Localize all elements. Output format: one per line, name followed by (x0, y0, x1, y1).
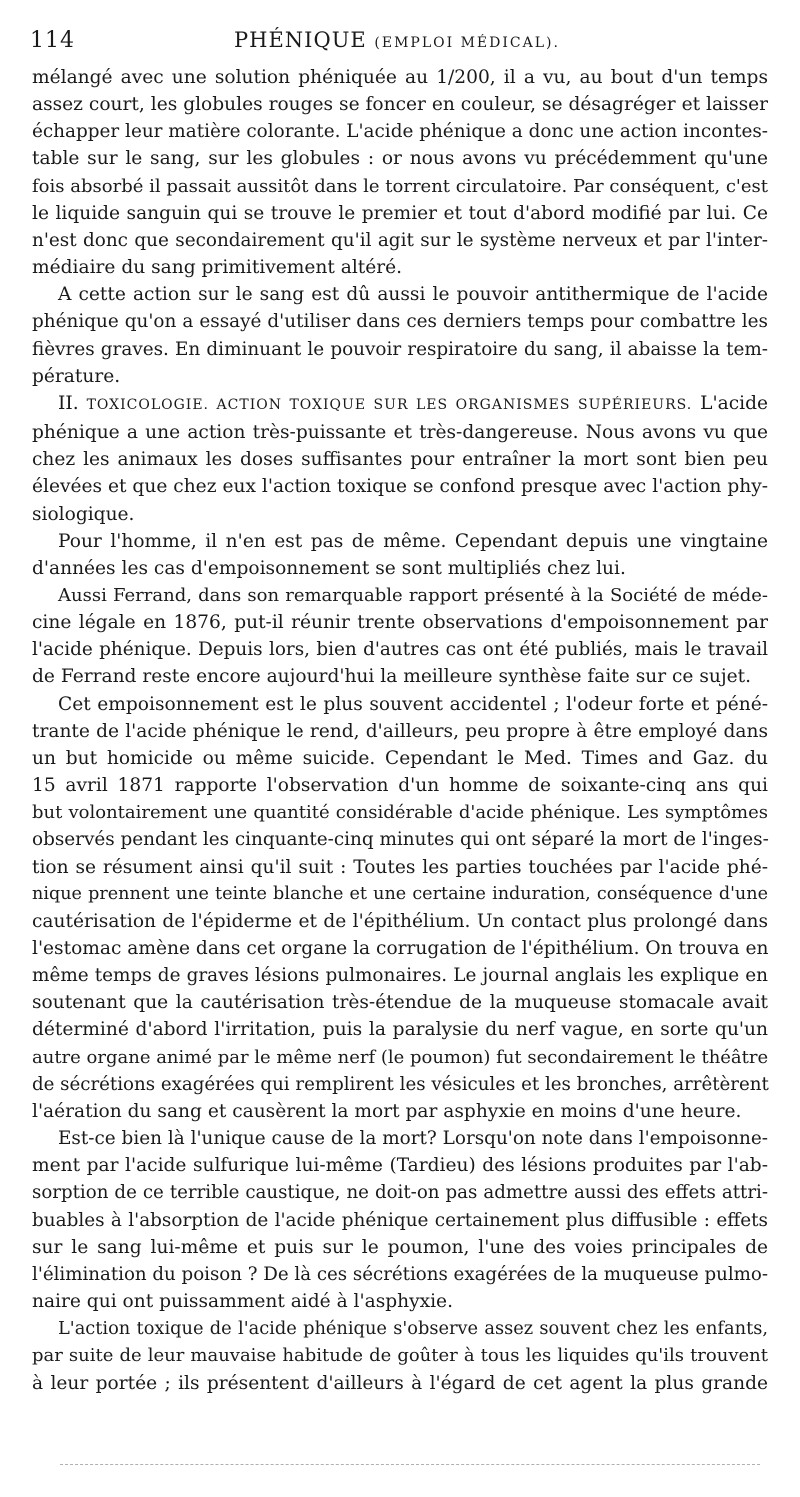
text-line: phénique qu'on a essayé d'utiliser dans ces derniers temps pour combattre les (32, 311, 768, 333)
paragraph-p6 (32, 691, 768, 1126)
text-line: autre organe animé par le même nerf (le poumon) fut secondairement le théâtre (32, 1046, 769, 1068)
text-fragment: L'acide (692, 392, 768, 414)
text-line: même temps de graves lésions pulmonaires. Le journal anglais les explique en (32, 965, 768, 987)
text-line: l'estomac amène dans cet organe la corrugation de l'épithélium. On trouva en (32, 938, 769, 959)
running-title-subtitle: (EMPLOI MÉDICAL). (374, 35, 560, 51)
text-line: élevées et que chez eux l'action toxique se confond presque avec l'action phy- (32, 476, 768, 498)
text-line: phénique a une action très-puissante et très-dangereuse. Nous avons vu que (32, 422, 768, 444)
running-title (30, 28, 764, 52)
text-line: l'élimination du poison ? De là ces sécrétions exagérées de la muqueuse pulmo- (32, 1263, 768, 1285)
text-line: nique prennent une teinte blanche et une certaine induration, conséquence d'une (32, 883, 768, 904)
text-line: cautérisation de l'épiderme et de l'épithélium. Un contact plus prolongé dans (32, 910, 768, 932)
text-line: 15 avril 1871 rapporte l'observation d'un homme de soixante-cinq ans qui (32, 775, 768, 797)
text-line: table sur le sang, sur les globules : or nous avons vu précédemment qu'une (32, 148, 768, 170)
text-line: sorption de ce terrible caustique, ne doit-on pas admettre aussi des effets attri- (32, 1182, 768, 1204)
text-line: Pour l'homme, il n'en est pas de même. Cependant depuis une vingtaine (58, 530, 768, 552)
running-title-main: PHÉNIQUE (234, 28, 367, 52)
text-line: l'aération du sang et causèrent la mort par asphyxie en moins d'une heure. (32, 1100, 742, 1122)
text-line: fois absorbé il passait aussitôt dans le torrent circulatoire. Par conséquent, c'est (32, 175, 768, 197)
text-line: observés pendant les cinquante-cinq minutes qui ont séparé la mort de l'inges- (32, 829, 769, 851)
text-line: cine légale en 1876, put-il réunir trente observations d'empoisonnement par (32, 612, 768, 634)
text-line: fièvres graves. En diminuant le pouvoir respiratoire du sang, il abaisse la tem- (32, 338, 768, 360)
section-number: II. (58, 392, 87, 414)
text-line: chez les animaux les doses suffisantes pour entraîner la mort sont bien peu (32, 449, 768, 471)
text-line: de Ferrand reste encore aujourd'hui la meilleure synthèse faite sur ce sujet. (32, 666, 752, 688)
text-line: L'action toxique de l'acide phénique s'observe assez souvent chez les enfants, (58, 1318, 768, 1340)
paragraph-p1 (32, 64, 768, 281)
body-text (32, 64, 768, 1397)
text-line (32, 390, 768, 419)
paragraph-p5 (32, 582, 768, 691)
text-line: par suite de leur mauvaise habitude de goûter à tous les liquides qu'ils trouvent (32, 1345, 768, 1367)
text-line: Cet empoisonnement est le plus souvent accidentel ; l'odeur forte et péné- (58, 693, 768, 715)
text-line: échapper leur matière colorante. L'acide phénique a donc une action incontes- (32, 121, 768, 143)
text-line: siologique. (32, 503, 135, 525)
text-line: Est-ce bien là l'unique cause de la mort? Lorsqu'on note dans l'empoisonne- (58, 1128, 768, 1150)
text-line: tion se résument ainsi qu'il suit : Toutes les parties touchées par l'acide phé- (32, 856, 768, 878)
section-subheading: ACTION TOXIQUE SUR LES ORGANISMES SUPÉRIEURS. (216, 396, 693, 413)
paragraph-p8 (32, 1315, 768, 1396)
text-line: A cette action sur le sang est dû aussi le pouvoir antithermique de l'acide (58, 284, 768, 306)
text-line: de sécrétions exagérées qui remplirent les vésicules et les bronches, arrêtèrent (32, 1073, 769, 1095)
text-line: buables à l'absorption de l'acide phénique certainement plus diffusible : effets (32, 1209, 768, 1231)
text-line: Aussi Ferrand, dans son remarquable rapport présenté à la Société de méde- (58, 584, 768, 606)
page-number: 114 (30, 28, 75, 53)
text-line: d'années les cas d'empoisonnement se sont multipliés chez lui. (32, 557, 626, 579)
text-line: naire qui ont puissamment aidé à l'asphyxie. (32, 1291, 453, 1313)
text-line: déterminé d'abord l'irritation, puis la paralysie du nerf vague, en sorte qu'un (32, 1019, 768, 1041)
text-line: l'acide phénique. Depuis lors, bien d'autres cas ont été publiés, mais le travail (32, 639, 768, 661)
text-line: but volontairement une quantité considérable d'acide phénique. Les symptômes (32, 802, 768, 824)
paragraph-p7 (32, 1125, 768, 1315)
text-line: médiaire du sang primitivement altéré. (32, 257, 403, 279)
running-header (30, 28, 764, 58)
text-line: mélangé avec une solution phéniquée au 1/200, il a vu, au bout d'un temps (32, 67, 768, 88)
text-line: pérature. (32, 365, 121, 387)
text-line: assez court, les globules rouges se foncer en couleur, se désagréger et laisser (32, 94, 768, 116)
footer-rule (60, 1464, 760, 1465)
paragraph-p4 (32, 528, 768, 582)
text-line: trante de l'acide phénique le rend, d'ailleurs, peu propre à être employé dans (32, 720, 768, 742)
text-line: ment par l'acide sulfurique lui-même (Tardieu) des lésions produites par l'ab- (32, 1155, 768, 1177)
text-line: le liquide sanguin qui se trouve le premier et tout d'abord modifié par lui. Ce (32, 202, 768, 224)
section-heading: TOXICOLOGIE. (86, 396, 217, 413)
text-line: à leur portée ; ils présentent d'ailleurs à l'égard de cet agent la plus grande (32, 1372, 768, 1394)
text-line: soutenant que la cautérisation très-étendue de la muqueuse stomacale avait (32, 992, 768, 1014)
text-line: sur le sang lui-même et puis sur le poumon, l'une des voies principales de (32, 1236, 768, 1258)
text-line: un but homicide ou même suicide. Cependant le Med. Times and Gaz. du (32, 747, 768, 769)
paragraph-p3 (32, 390, 768, 528)
paragraph-p2 (32, 281, 768, 390)
text-line: n'est donc que secondairement qu'il agit sur le système nerveux et par l'inter- (32, 229, 768, 251)
